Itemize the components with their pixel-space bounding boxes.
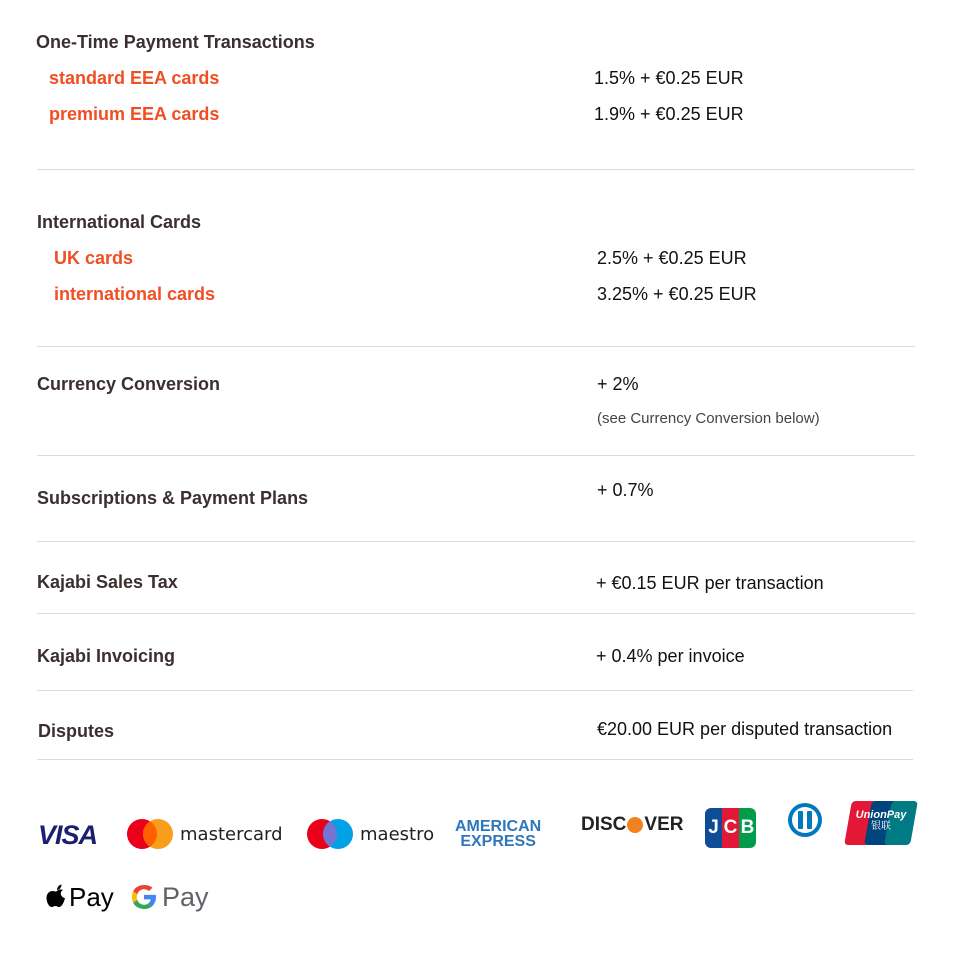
discover-o-icon xyxy=(627,817,643,833)
disputes-value: €20.00 EUR per disputed transaction xyxy=(597,719,893,739)
maestro-logo xyxy=(306,814,434,854)
discover-part-b: VER xyxy=(644,814,684,835)
currency-note: (see Currency Conversion below) xyxy=(597,410,820,427)
row-label-international-cards: international cards xyxy=(54,284,216,304)
discover-part-a: DISC xyxy=(581,814,627,835)
jcb-letter-j: J xyxy=(705,808,722,848)
unionpay-logo xyxy=(848,801,914,845)
row-value-uk-cards: 2.5% + €0.25 EUR xyxy=(597,248,747,268)
section-title-currency: Currency Conversion xyxy=(37,374,221,394)
row-value-standard-eea: 1.5% + €0.25 EUR xyxy=(594,68,744,88)
divider xyxy=(37,169,915,170)
mastercard-wordmark: mastercard xyxy=(180,823,283,845)
divider xyxy=(37,613,915,614)
jcb-letter-c: C xyxy=(722,808,739,848)
apple-icon xyxy=(46,884,68,910)
section-title-subscriptions: Subscriptions & Payment Plans xyxy=(37,488,309,508)
visa-wordmark: VISA xyxy=(38,819,98,850)
diners-club-icon xyxy=(784,802,826,838)
divider xyxy=(37,759,913,760)
subscriptions-value: + 0.7% xyxy=(597,480,654,500)
google-pay-logo xyxy=(130,880,209,914)
unionpay-wordmark: UnionPay xyxy=(855,809,907,821)
discover-logo xyxy=(581,812,683,838)
row-label-standard-eea: standard EEA cards xyxy=(49,68,220,88)
american-express-logo xyxy=(455,819,541,849)
row-value-international-cards: 3.25% + €0.25 EUR xyxy=(597,284,757,304)
google-pay-wordmark: Pay xyxy=(162,881,209,912)
google-g-icon xyxy=(130,883,158,911)
section-title-sales-tax: Kajabi Sales Tax xyxy=(37,572,178,592)
divider xyxy=(37,346,915,347)
invoicing-value: + 0.4% per invoice xyxy=(596,646,745,666)
maestro-circles-icon xyxy=(306,818,354,850)
apple-pay-wordmark: Pay xyxy=(69,881,114,912)
amex-line-2: EXPRESS xyxy=(460,833,536,850)
row-label-premium-eea: premium EEA cards xyxy=(49,104,220,124)
visa-logo xyxy=(38,816,97,854)
apple-pay-logo xyxy=(46,880,114,914)
jcb-letter-b: B xyxy=(739,808,756,848)
mastercard-logo xyxy=(126,814,283,854)
section-title-invoicing: Kajabi Invoicing xyxy=(37,646,176,666)
jcb-logo xyxy=(705,808,756,848)
maestro-wordmark: maestro xyxy=(360,823,435,845)
mastercard-circles-icon xyxy=(126,818,174,850)
divider xyxy=(37,690,913,691)
row-label-uk-cards: UK cards xyxy=(54,248,134,268)
diners-club-logo xyxy=(784,802,826,838)
row-value-premium-eea: 1.9% + €0.25 EUR xyxy=(594,104,744,124)
section-title-international: International Cards xyxy=(37,212,202,232)
currency-value: + 2% xyxy=(597,374,639,394)
unionpay-chinese-wordmark: 银联 xyxy=(871,821,891,832)
amex-line-1: AMERICAN xyxy=(455,818,542,835)
divider xyxy=(37,541,915,542)
section-title-disputes: Disputes xyxy=(38,721,115,741)
section-title-one-time: One-Time Payment Transactions xyxy=(36,32,315,52)
divider xyxy=(37,455,915,456)
sales-tax-value: + €0.15 EUR per transaction xyxy=(596,573,824,593)
